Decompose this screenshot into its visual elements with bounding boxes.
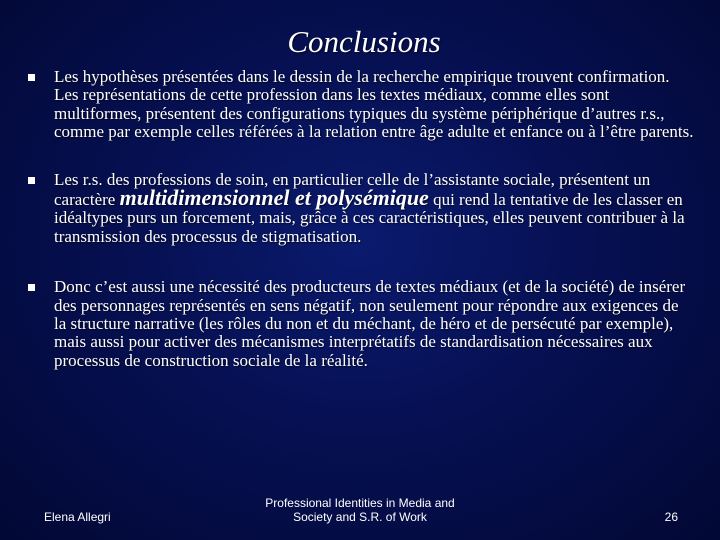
slide-number: 26 bbox=[664, 510, 678, 524]
bullet-item-3 bbox=[26, 278, 694, 370]
square-bullet-icon bbox=[28, 74, 35, 81]
footer-presentation-title bbox=[230, 496, 490, 524]
bullet-text-2-emphasis: multidimensionnel et polysémique bbox=[119, 185, 429, 211]
square-bullet-icon bbox=[28, 284, 35, 291]
footer-title-line-2: Society and S.R. of Work bbox=[293, 510, 427, 524]
square-bullet-icon bbox=[28, 177, 35, 184]
bullet-item-1 bbox=[26, 68, 694, 142]
bullet-text-2-before: Les r.s. des professions de soin, en particulier celle de l’assistante sociale, présentent un caractère bbox=[54, 169, 651, 210]
slide-title: Conclusions bbox=[287, 24, 441, 59]
bullet-list bbox=[26, 68, 694, 370]
footer-author: Elena Allegri bbox=[44, 510, 111, 524]
bullet-text-2-after: qui rend la tentative de les classer en idéaltypes purs un forcement, mais, grâce à ces caractéristiques, elles peuvent contribuer à la transmission des processus de stigmatisation. bbox=[54, 190, 685, 246]
bullet-text-3: Donc c’est aussi une nécessité des producteurs de textes médiaux (et de la société) de insérer des personnages représentés en sens négatif, non seulement pour répondre aux exigences de la structure narrative (les rôles du non et du méchant, de héro et de persécuté par exemple), mais aussi pour activer des mécanismes interprétatifs de standardisation nécessaires aux processus de construction sociale de la réalité. bbox=[54, 277, 686, 370]
bullet-item-2 bbox=[26, 171, 694, 247]
bullet-text-1: Les hypothèses présentées dans le dessin de la recherche empirique trouvent confirmation. Les représentations de cette profession dans les textes médiaux, comme elles sont multiformes, présentent des configurations typiques du système périphérique d’autres r.s., comme par exemple celles référées à la relation entre âge adulte et enfance ou à l’être parents. bbox=[54, 67, 694, 142]
footer-title-line-1: Professional Identities in Media and bbox=[265, 496, 455, 510]
